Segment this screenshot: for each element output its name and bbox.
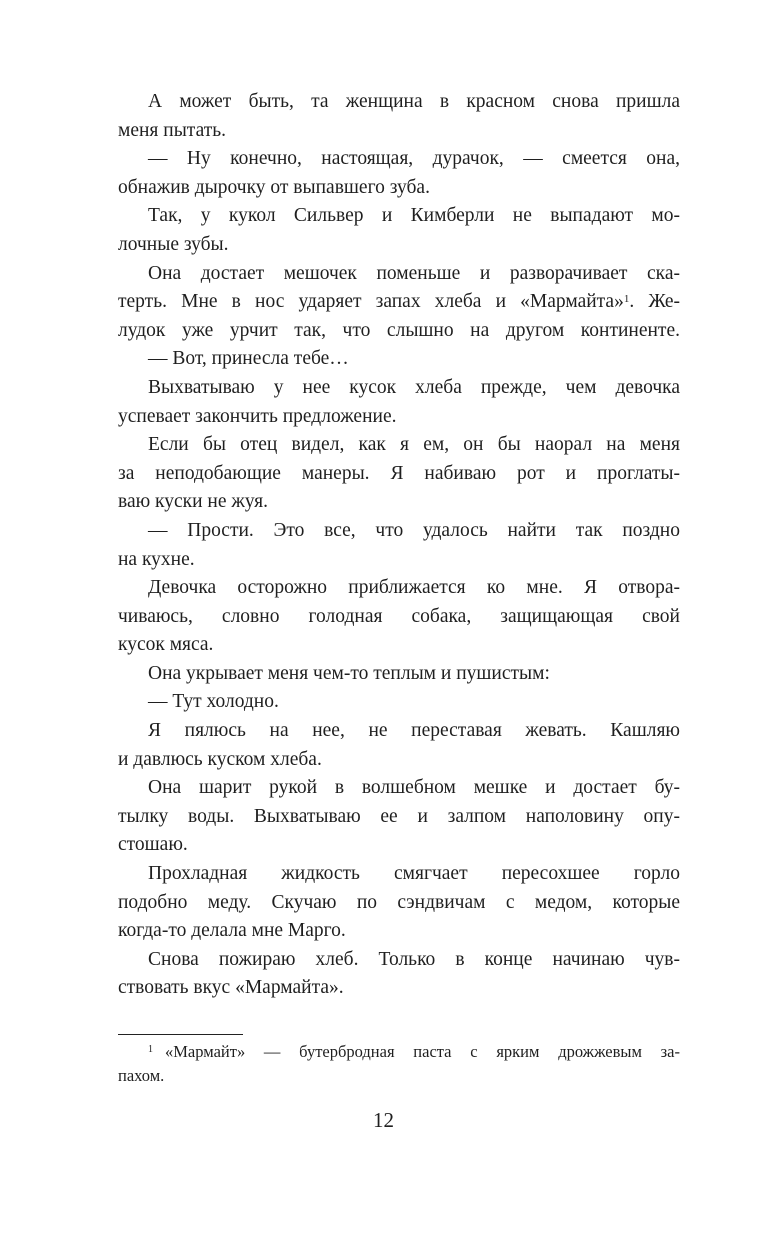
text-line-content: Выхватываю у нее кусок хлеба прежде, чем девочка: [148, 376, 680, 398]
text-line-content: лочные зубы.: [118, 233, 229, 255]
text-line-content: А может быть, та женщина в красном снова пришла: [148, 91, 680, 112]
text-line: [118, 889, 680, 918]
text-line: [118, 746, 680, 775]
page-body: [118, 88, 680, 1003]
text-line: [118, 917, 680, 946]
footnote-line: [118, 1040, 680, 1064]
text-line-content: тылку воды. Выхватываю ее и залпом наполовину опу-: [118, 805, 680, 827]
footnote-mark: 1: [148, 1044, 153, 1055]
text-line-content: терть. Мне в нос ударяет запах хлеба и «Мармайта»: [118, 291, 624, 313]
text-line: [118, 174, 680, 203]
text-line: [118, 117, 680, 146]
footnote-line: пахом.: [118, 1066, 165, 1085]
text-line: [118, 403, 680, 432]
text-line-content: лудок уже урчит так, что слышно на другом континенте.: [118, 319, 680, 341]
text-line-content: и давлюсь куском хлеба.: [118, 748, 322, 770]
text-line-content: Прохладная жидкость смягчает пересохшее горло: [148, 863, 680, 885]
text-line-content: Снова пожираю хлеб. Только в конце начинаю чув-: [148, 948, 680, 970]
text-line: [118, 374, 680, 403]
text-line-content: кусок мяса.: [118, 634, 214, 656]
text-line-continuation: . Же-: [629, 291, 680, 313]
text-line: [118, 688, 680, 717]
text-line-content: успевает закончить предложение.: [118, 405, 397, 427]
text-line: [118, 317, 680, 346]
text-line: [118, 946, 680, 975]
text-line: [118, 660, 680, 689]
footnote-text: «Мармайт» — бутербродная паста с ярким дрожжевым за-: [165, 1042, 680, 1061]
text-line-content: Девочка осторожно приближается ко мне. Я отвора-: [148, 577, 680, 599]
footnote-reference[interactable]: 1: [623, 293, 630, 306]
text-line-content: когда-то делала мне Марго.: [118, 920, 346, 942]
text-line: [118, 88, 680, 117]
text-line-content: — Вот, принесла тебе…: [148, 348, 349, 370]
text-line-content: Так, у кукол Сильвер и Кимберли не выпадают мо-: [148, 205, 680, 227]
text-line-content: на кухне.: [118, 548, 195, 570]
text-line-content: обнажив дырочку от выпавшего зуба.: [118, 176, 430, 198]
text-line-content: подобно меду. Скучаю по сэндвичам с медом, которые: [118, 891, 680, 913]
text-line: [118, 546, 680, 575]
text-line-content: — Ну конечно, настоящая, дурачок, — смеется она,: [148, 148, 680, 170]
text-line: [118, 831, 680, 860]
text-line-content: — Прости. Это все, что удалось найти так поздно: [148, 519, 680, 541]
text-line-content: за неподобающие манеры. Я набиваю рот и проглаты-: [118, 462, 680, 484]
text-line-content: Она достает мешочек поменьше и разворачивает ска-: [148, 262, 680, 284]
text-line: [118, 603, 680, 632]
text-line: [118, 288, 680, 317]
text-line: [118, 431, 680, 460]
text-line-content: меня пытать.: [118, 119, 227, 141]
text-line: [118, 717, 680, 746]
text-line-content: Она шарит рукой в волшебном мешке и достает бу-: [148, 777, 680, 799]
text-line: [118, 460, 680, 489]
text-line-content: чиваюсь, словно голодная собака, защищающая свой: [118, 605, 680, 627]
footnote-separator: [118, 1034, 243, 1035]
text-line: [118, 574, 680, 603]
footnote: [118, 1040, 680, 1088]
text-line: [118, 231, 680, 260]
text-line-content: Если бы отец видел, как я ем, он бы наорал на меня: [148, 434, 680, 456]
text-line: [118, 145, 680, 174]
text-line: [118, 260, 680, 289]
text-line: [118, 974, 680, 1003]
text-line: [118, 774, 680, 803]
text-line-content: ваю куски не жуя.: [118, 491, 268, 513]
text-line-content: ствовать вкус «Мармайта».: [118, 977, 344, 999]
text-line: [118, 488, 680, 517]
text-line-content: Она укрывает меня чем-то теплым и пушистым:: [148, 662, 550, 684]
page-number: 12: [373, 1108, 394, 1132]
text-line: [118, 202, 680, 231]
text-line: [118, 631, 680, 660]
text-line: [118, 345, 680, 374]
text-line: [118, 803, 680, 832]
text-line-content: — Тут холодно.: [148, 691, 279, 713]
text-line-content: Я пялюсь на нее, не переставая жевать. Кашляю: [148, 720, 680, 742]
text-line-content: стошаю.: [118, 834, 188, 856]
text-line: [118, 860, 680, 889]
text-line: [118, 517, 680, 546]
